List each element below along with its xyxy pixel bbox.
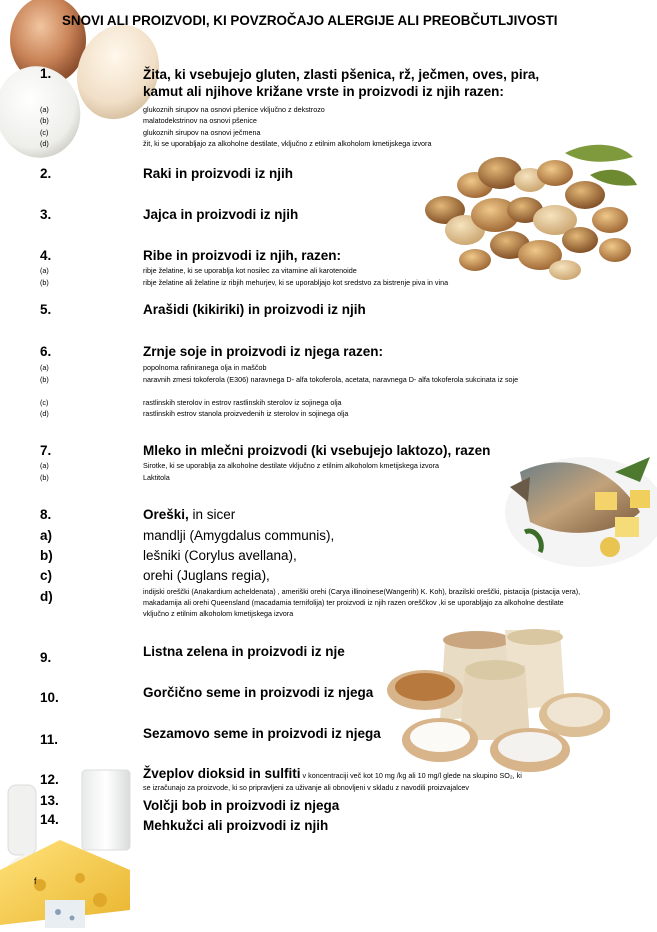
sub-text: ribje želatine, ki se uporablja kot nosilec za vitamine ali karotenoide [143,266,357,275]
sub-label: (a) [40,363,49,372]
item-heading [143,507,235,522]
page-title: SNOVI ALI PROIZVODI, KI POVZROČAJO ALERGIJE ALI PREOBČUTLJIVOSTI [62,13,558,28]
sub-label: (c) [40,398,49,407]
item-heading-bold: Žveplov dioksid in sulfiti [143,766,301,781]
item-number: 2. [40,166,52,181]
item-heading: Sezamovo seme in proizvodi iz njega [143,726,381,741]
item-number: 14. [40,812,59,827]
nut-label: d) [40,589,53,604]
item-number: 11. [40,732,59,747]
sub-text: naravnih zmesi tokoferola (E306) naravnega D- alfa tokoferola, acetata, naravnega D- alfa tokoferola sukcinata iz soje [143,375,519,384]
item-heading: Ribe in proizvodi iz njih, razen: [143,248,342,263]
corner-mark: f [34,876,37,886]
item-number: 10. [40,690,59,705]
grains-image [385,625,610,775]
item-heading [143,766,522,781]
sub-label: (b) [40,473,49,482]
sub-text: rastlinskih sterolov in estrov rastlinskih sterolov iz sojinega olja [143,398,342,407]
dairy-image [0,760,150,932]
item-number: 5. [40,302,52,317]
sub-text: Laktitola [143,473,170,482]
item-heading: Listna zelena in proizvodi iz nje [143,644,345,659]
nut-text: orehi (Juglans regia), [143,568,270,583]
sub-text: žit, ki se uporabljajo za alkoholne destilate, vključno z etilnim alkoholom kmetijskega izvora [143,139,432,148]
sub-text: glukoznih sirupov na osnovi ječmena [143,128,261,137]
sub-label: (a) [40,105,49,114]
item-heading: Gorčično seme in proizvodi iz njega [143,685,374,700]
item-number: 12. [40,772,59,787]
item-heading: Raki in proizvodi iz njih [143,166,294,181]
item-heading-rest: in sicer [188,507,236,522]
item-number: 13. [40,793,59,808]
sub-text: glukoznih sirupov na osnovi pšenice vključno z dekstrozo [143,105,325,114]
item-heading: Volčji bob in proizvodi iz njega [143,798,340,813]
item-number: 6. [40,344,52,359]
item-heading: Mehkužci ali proizvodi iz njih [143,818,329,833]
nuts-image [415,135,640,285]
sub-text: Sirotke, ki se uporablja za alkoholne destilate vključno z etilnim alkoholom kmetijskega izvora [143,461,440,470]
item-heading: Zrnje soje in proizvodi iz njega razen: [143,344,384,359]
item-number: 3. [40,207,52,222]
nut-text: lešniki (Corylus avellana), [143,548,297,563]
item-heading: Mleko in mlečni proizvodi (ki vsebujejo laktozo), razen [143,443,491,458]
item-number: 8. [40,507,52,522]
sub-label: (d) [40,409,49,418]
item-heading-bold: Oreški, [143,507,189,522]
item-heading: Žita, ki vsebujejo gluten, zlasti pšenica, rž, ječmen, oves, pira, kamut ali njihove križane vrste in proizvodi iz njih razen: [143,67,540,99]
sub-label: (c) [40,128,49,137]
sub-text: se izračunajo za proizvode, ki so pripravljeni za uživanje ali obnovljeni v skladu z navodili proizvajalcev [143,783,469,792]
sub-text: ribje želatine ali želatine iz ribjih mehurjev, ki se uporabljajo kot sredstvo za bistrenje piva in vina [143,278,449,287]
item-heading: Jajca in proizvodi iz njih [143,207,299,222]
nut-label: c) [40,568,53,583]
fish-image [490,432,657,572]
sub-label: (b) [40,278,49,287]
sub-label: (d) [40,139,49,148]
nut-text: mandlji (Amygdalus communis), [143,528,335,543]
item-number: 1. [40,66,52,81]
item-heading-note: v koncentraciji več kot 10 mg /kg ali 10 mg/l glede na skupino SO₂, ki [300,771,522,780]
item-heading: Arašidi (kikiriki) in proizvodi iz njih [143,302,366,317]
nut-label: a) [40,528,53,543]
sub-text: popolnoma rafiniranega olja in maščob [143,363,267,372]
sub-label: (a) [40,266,49,275]
nut-label: b) [40,548,53,563]
nut-text: indijski oreščki (Anakardium acheldenata) , ameriški orehi (Carya illinoinese(Wangerih) K. Koh), brazilski oreščki, pistacija (pistacija vera), makadamija ali orehi Queensland (macadamia ternifolija) ter proizvodi iz njih razen oreščkov ,ki se uporabljajo za alkoholne destilate vključno z etilnim alkoholom kmetijskega izvora [143,587,581,618]
item-number: 7. [40,443,52,458]
sub-text: malatodekstrinov na osnovi pšenice [143,116,257,125]
sub-text: rastlinskih estrov stanola proizvedenih iz sterolov in sojinega olja [143,409,349,418]
item-number: 4. [40,248,52,263]
sub-label: (b) [40,116,49,125]
sub-label: (b) [40,375,49,384]
sub-label: (a) [40,461,49,470]
item-number: 9. [40,650,52,665]
